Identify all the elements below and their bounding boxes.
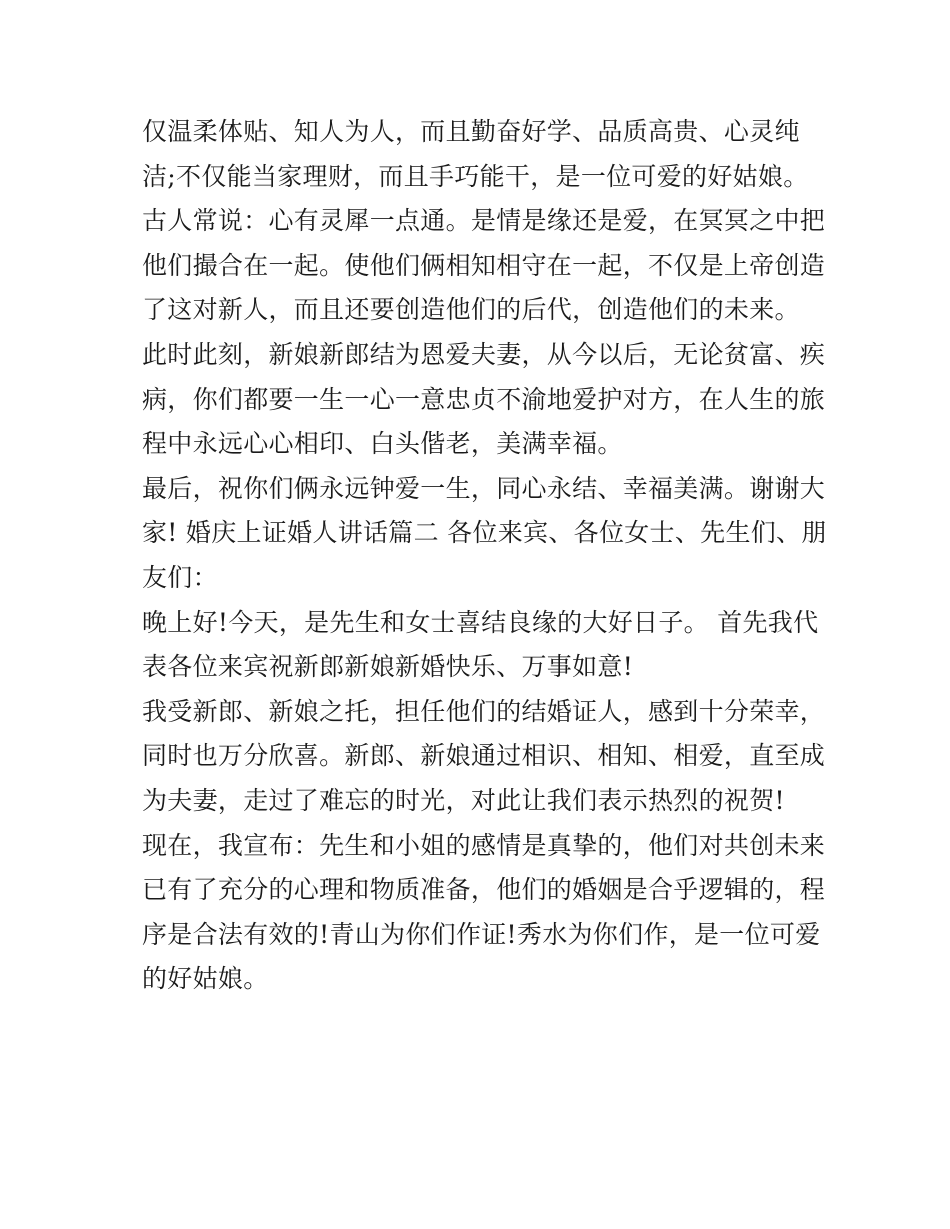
text-line: 现在，我宣布：先生和小姐的感情是真挚的，他们对共创未来 [142,830,826,860]
text-line: 家! 婚庆上证婚人讲话篇二 各位来宾、各位女士、先生们、朋 [142,518,827,548]
text-line: 仅温柔体贴、知人为人，而且勤奋好学、品质高贵、心灵纯 [142,117,800,146]
text-line: 最后，祝你们俩永远钟爱一生，同心永结、幸福美满。谢谢大 [142,473,826,503]
text-line: 晚上好!今天，是先生和女士喜结良缘的大好日子。 首先我代 [142,607,819,637]
text-line: 为夫妻，走过了难忘的时光，对此让我们表示热烈的祝贺! [142,785,785,815]
text-line: 洁;不仅能当家理财，而且手巧能干，是一位可爱的好姑娘。 [142,161,809,191]
text-line: 他们撮合在一起。使他们俩相知相守在一起，不仅是上帝创造 [142,250,826,280]
text-line: 此时此刻，新娘新郎结为恩爱夫妻，从今以后，无论贫富、疾 [142,339,826,369]
text-line: 的好姑娘。 [142,964,269,994]
text-line: 程中永远心心相印、白头偕老，美满幸福。 [142,429,623,459]
text-line: 已有了充分的心理和物质准备，他们的婚姻是合乎逻辑的，程 [142,875,826,905]
text-line: 我受新郎、新娘之托，担任他们的结婚证人，感到十分荣幸， [142,696,826,726]
text-line: 了这对新人，而且还要创造他们的后代，创造他们的未来。 [142,295,800,325]
text-line: 表各位来宾祝新郎新娘新婚快乐、万事如意! [142,652,634,682]
text-line: 同时也万分欣喜。新郎、新娘通过相识、相知、相爱，直至成 [142,741,826,771]
text-line: 友们： [142,562,218,592]
text-line: 古人常说：心有灵犀一点通。是情是缘还是爱，在冥冥之中把 [142,206,826,236]
document-body [142,110,827,1002]
text-line: 序是合法有效的!青山为你们作证!秀水为你们作，是一位可爱 [142,919,821,949]
text-line: 病，你们都要一生一心一意忠贞不渝地爱护对方，在人生的旅 [142,384,826,414]
